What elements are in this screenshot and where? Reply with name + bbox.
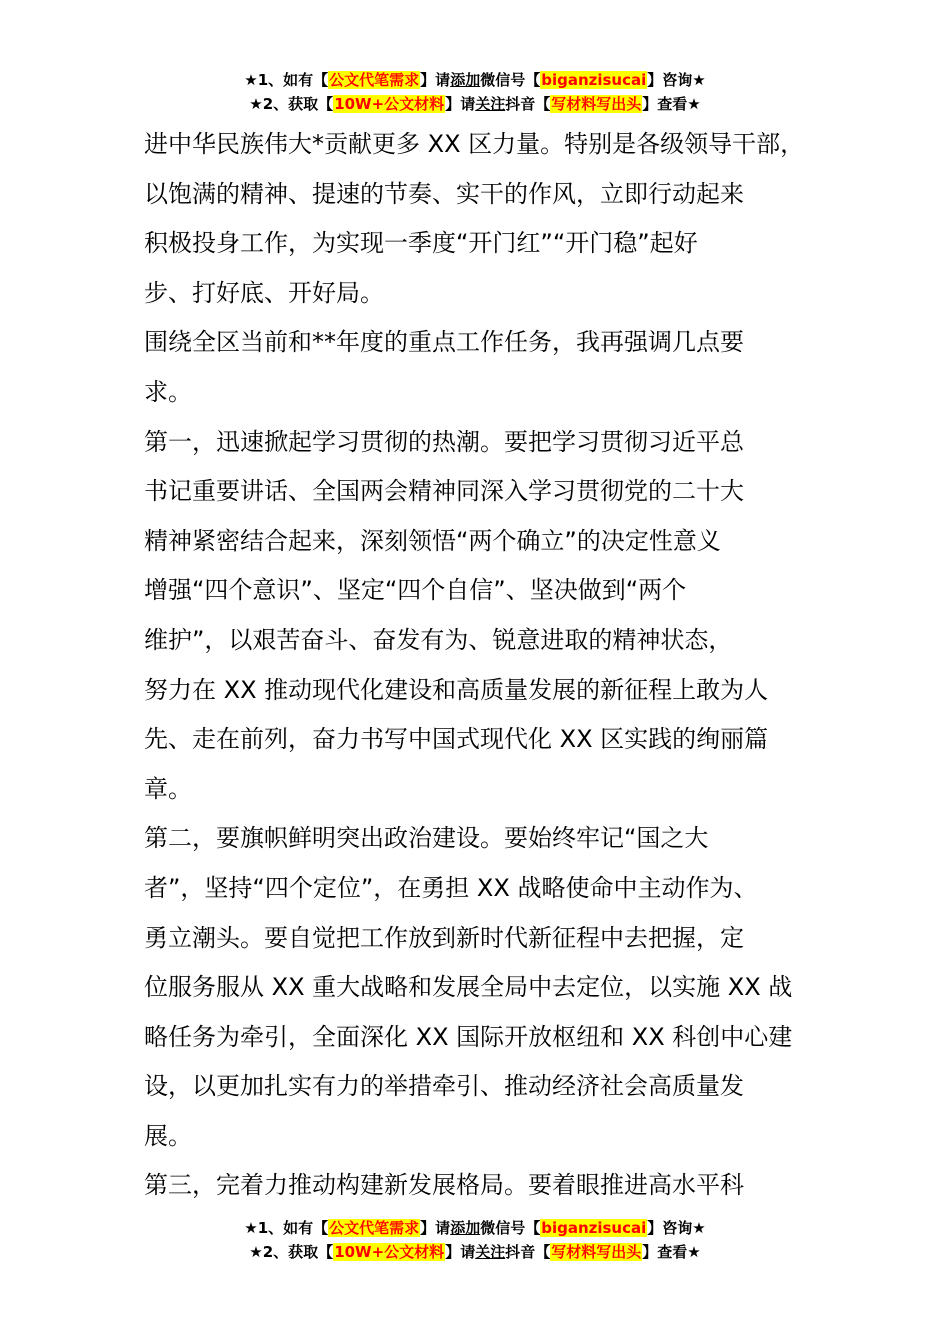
banner-underlined-text: 添加 <box>450 1219 481 1237</box>
banner-highlight: 公文代笔需求 <box>329 71 420 89</box>
banner-text: ★1、如有【 <box>244 71 329 89</box>
banner-text: 微信号【 <box>480 1219 541 1237</box>
banner-text: ★1、如有【 <box>244 1219 329 1237</box>
paragraph: 第二，要旗帜鲜明突出政治建设。要始终牢记“国之大 者”，坚持“四个定位”，在勇担 XX 战略使命中主动作为、 勇立潮头。要自觉把工作放到新时代新征程中去把握，定 位服务服从 XX 重大战略和发展全局中去定位，以实施 XX 战 略任务为牵引，全面深化 XX 国际开放枢纽和 XX 科创中心建 设，以更加扎实有力的举措牵引、推动经济社会高质量发 展。 <box>144 824 793 1150</box>
banner-highlight: biganzisucai <box>541 71 647 89</box>
footer-banner <box>0 1216 950 1264</box>
paragraph: 进中华民族伟大*贡献更多 XX 区力量。特别是各级领导干部， 以饱满的精神、提速的节奏、实干的作风，立即行动起来 积极投身工作，为实现一季度“开门红”“开门稳”起好 步、打好底、开好局。 <box>144 130 805 307</box>
banner-text: 】咨询★ <box>647 71 706 89</box>
document-body <box>144 120 824 1211</box>
banner-highlight: 写材料写出头 <box>551 1243 642 1261</box>
banner-text: ★2、获取【 <box>249 95 334 113</box>
banner-highlight: biganzisucai <box>541 1219 647 1237</box>
banner-line-2 <box>0 92 950 116</box>
banner-underlined-text: 关注 <box>475 1243 506 1261</box>
banner-text: 抖音【 <box>505 95 551 113</box>
banner-text: 微信号【 <box>480 71 541 89</box>
banner-text: 】请 <box>420 1219 451 1237</box>
banner-text: 抖音【 <box>505 1243 551 1261</box>
banner-text: 】咨询★ <box>647 1219 706 1237</box>
banner-underlined-text: 添加 <box>450 71 481 89</box>
banner-text: 】请 <box>445 1243 476 1261</box>
header-banner <box>0 68 950 116</box>
banner-text: ★2、获取【 <box>249 1243 334 1261</box>
paragraph: 第一，迅速掀起学习贯彻的热潮。要把学习贯彻习近平总 书记重要讲话、全国两会精神同深入学习贯彻党的二十大 精神紧密结合起来，深刻领悟“两个确立”的决定性意义 增强“四个意识”、坚定“四个自信”、坚决做到“两个 维护”，以艰苦奋斗、奋发有为、锐意进取的精神状态， 努力在 XX 推动现代化建设和高质量发展的新征程上敢为人 先、走在前列，奋力书写中国式现代化 XX 区实践的绚丽篇 章。 <box>144 427 769 803</box>
banner-underlined-text: 关注 <box>475 95 506 113</box>
banner-text: 】查看★ <box>642 1243 701 1261</box>
banner-line-1 <box>0 68 950 92</box>
paragraph: 第三，完着力推动构建新发展格局。要着眼推进高水平科 <box>144 1171 744 1200</box>
banner-line-2 <box>0 1240 950 1264</box>
banner-highlight: 10W+公文材料 <box>334 1243 445 1261</box>
paragraph: 围绕全区当前和**年度的重点工作任务，我再强调几点要 求。 <box>144 328 744 406</box>
banner-highlight: 公文代笔需求 <box>329 1219 420 1237</box>
banner-text: 】请 <box>445 95 476 113</box>
banner-text: 】查看★ <box>642 95 701 113</box>
banner-text: 】请 <box>420 71 451 89</box>
banner-line-1 <box>0 1216 950 1240</box>
banner-highlight: 写材料写出头 <box>551 95 642 113</box>
banner-highlight: 10W+公文材料 <box>334 95 445 113</box>
